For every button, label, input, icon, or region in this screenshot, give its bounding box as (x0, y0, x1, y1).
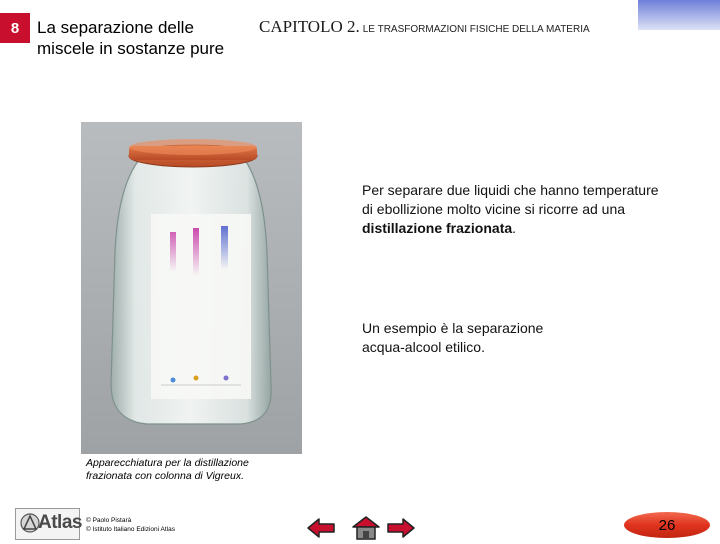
chapter-header (259, 17, 590, 37)
slide-title-line-1: La separazione delle (37, 18, 194, 37)
previous-slide-button[interactable] (305, 515, 337, 541)
chapter-label: CAPITOLO 2. (259, 17, 360, 36)
paragraph-example (362, 319, 662, 357)
chapter-number-badge (0, 13, 30, 43)
home-button[interactable] (350, 515, 382, 541)
right-arrow-icon (388, 519, 414, 537)
credits (86, 516, 175, 534)
left-arrow-icon (308, 519, 334, 537)
caption-line-2: frazionata con colonna di Vigreux. (86, 470, 244, 482)
slide-title-line-2: miscele in sostanze pure (37, 39, 225, 58)
paragraph1-text: Per separare due liquidi che hanno temperature di ebollizione molto vicine si ricorre ad una (362, 182, 659, 217)
header-accent (638, 0, 720, 30)
paragraph2-line-2: acqua-alcool etilico. (362, 339, 485, 355)
jar-photo (81, 122, 302, 454)
home-icon (353, 517, 379, 539)
atlas-logo (15, 508, 80, 540)
paragraph1-bold: distillazione frazionata (362, 220, 513, 236)
chapter-subtitle: LE TRASFORMAZIONI FISICHE DELLA MATERIA (362, 24, 590, 35)
credit-author: © Paolo Pistarà (86, 517, 132, 524)
chapter-number: 8 (10, 19, 20, 37)
atlas-logo-icon (20, 513, 40, 533)
paragraph1-end: . (512, 220, 517, 236)
paragraph-distillation (362, 181, 662, 238)
credit-publisher: © Istituto Italiano Edizioni Atlas (86, 526, 175, 533)
next-slide-button[interactable] (385, 515, 417, 541)
caption-line-1: Apparecchiatura per la distillazione (86, 457, 249, 469)
image-caption (86, 457, 306, 483)
page-number-badge (623, 511, 711, 539)
paragraph2-line-1: Un esempio è la separazione (362, 320, 544, 336)
page-number: 26 (658, 516, 676, 534)
slide-title (37, 17, 224, 59)
atlas-logo-text: Atlas (38, 512, 82, 533)
